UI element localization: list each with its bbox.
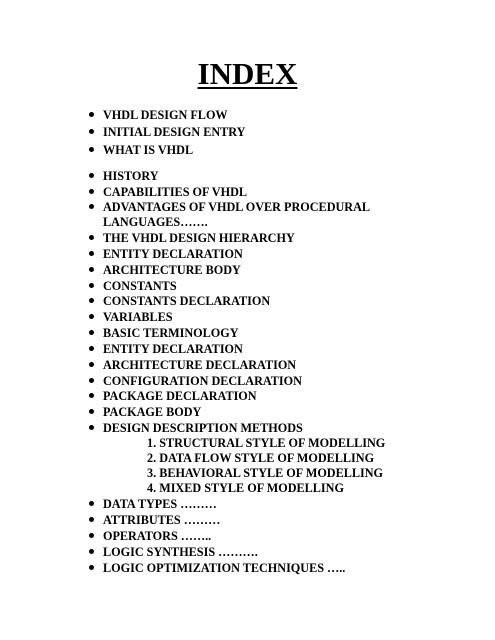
- bullet-icon: [89, 346, 94, 351]
- bullet-icon: [89, 147, 94, 152]
- bullet-icon: [89, 565, 94, 570]
- bullet-icon: [89, 409, 94, 414]
- bullet-icon: [89, 549, 94, 554]
- bullet-icon: [89, 425, 94, 430]
- sub-list-item: 2. DATA FLOW STYLE OF MODELLING: [147, 451, 375, 465]
- bullet-icon: [89, 112, 94, 117]
- bullet-icon: [89, 251, 94, 256]
- page-title: INDEX: [197, 56, 298, 91]
- bullet-icon: [89, 362, 94, 367]
- bullet-icon: [89, 235, 94, 240]
- bullet-icon: [89, 393, 94, 398]
- bullet-icon: [89, 283, 94, 288]
- bullet-icon: [89, 517, 94, 522]
- sub-list-item: 3. BEHAVIORAL STYLE OF MODELLING: [147, 466, 384, 480]
- bullet-icon: [89, 501, 94, 506]
- bullet-icon: [89, 533, 94, 538]
- bullet-icon: [89, 330, 94, 335]
- bullet-icon: [89, 173, 94, 178]
- bullet-icon: [89, 378, 94, 383]
- bullet-icon: [89, 314, 94, 319]
- bullet-icon: [89, 267, 94, 272]
- sub-list-item: 1. STRUCTURAL STYLE OF MODELLING: [147, 436, 386, 450]
- bullet-icon: [89, 298, 94, 303]
- bullet-icon: [89, 129, 94, 134]
- bullet-icon: [89, 189, 94, 194]
- bullet-icon: [89, 204, 94, 209]
- sub-list-item: 4. MIXED STYLE OF MODELLING: [147, 481, 344, 495]
